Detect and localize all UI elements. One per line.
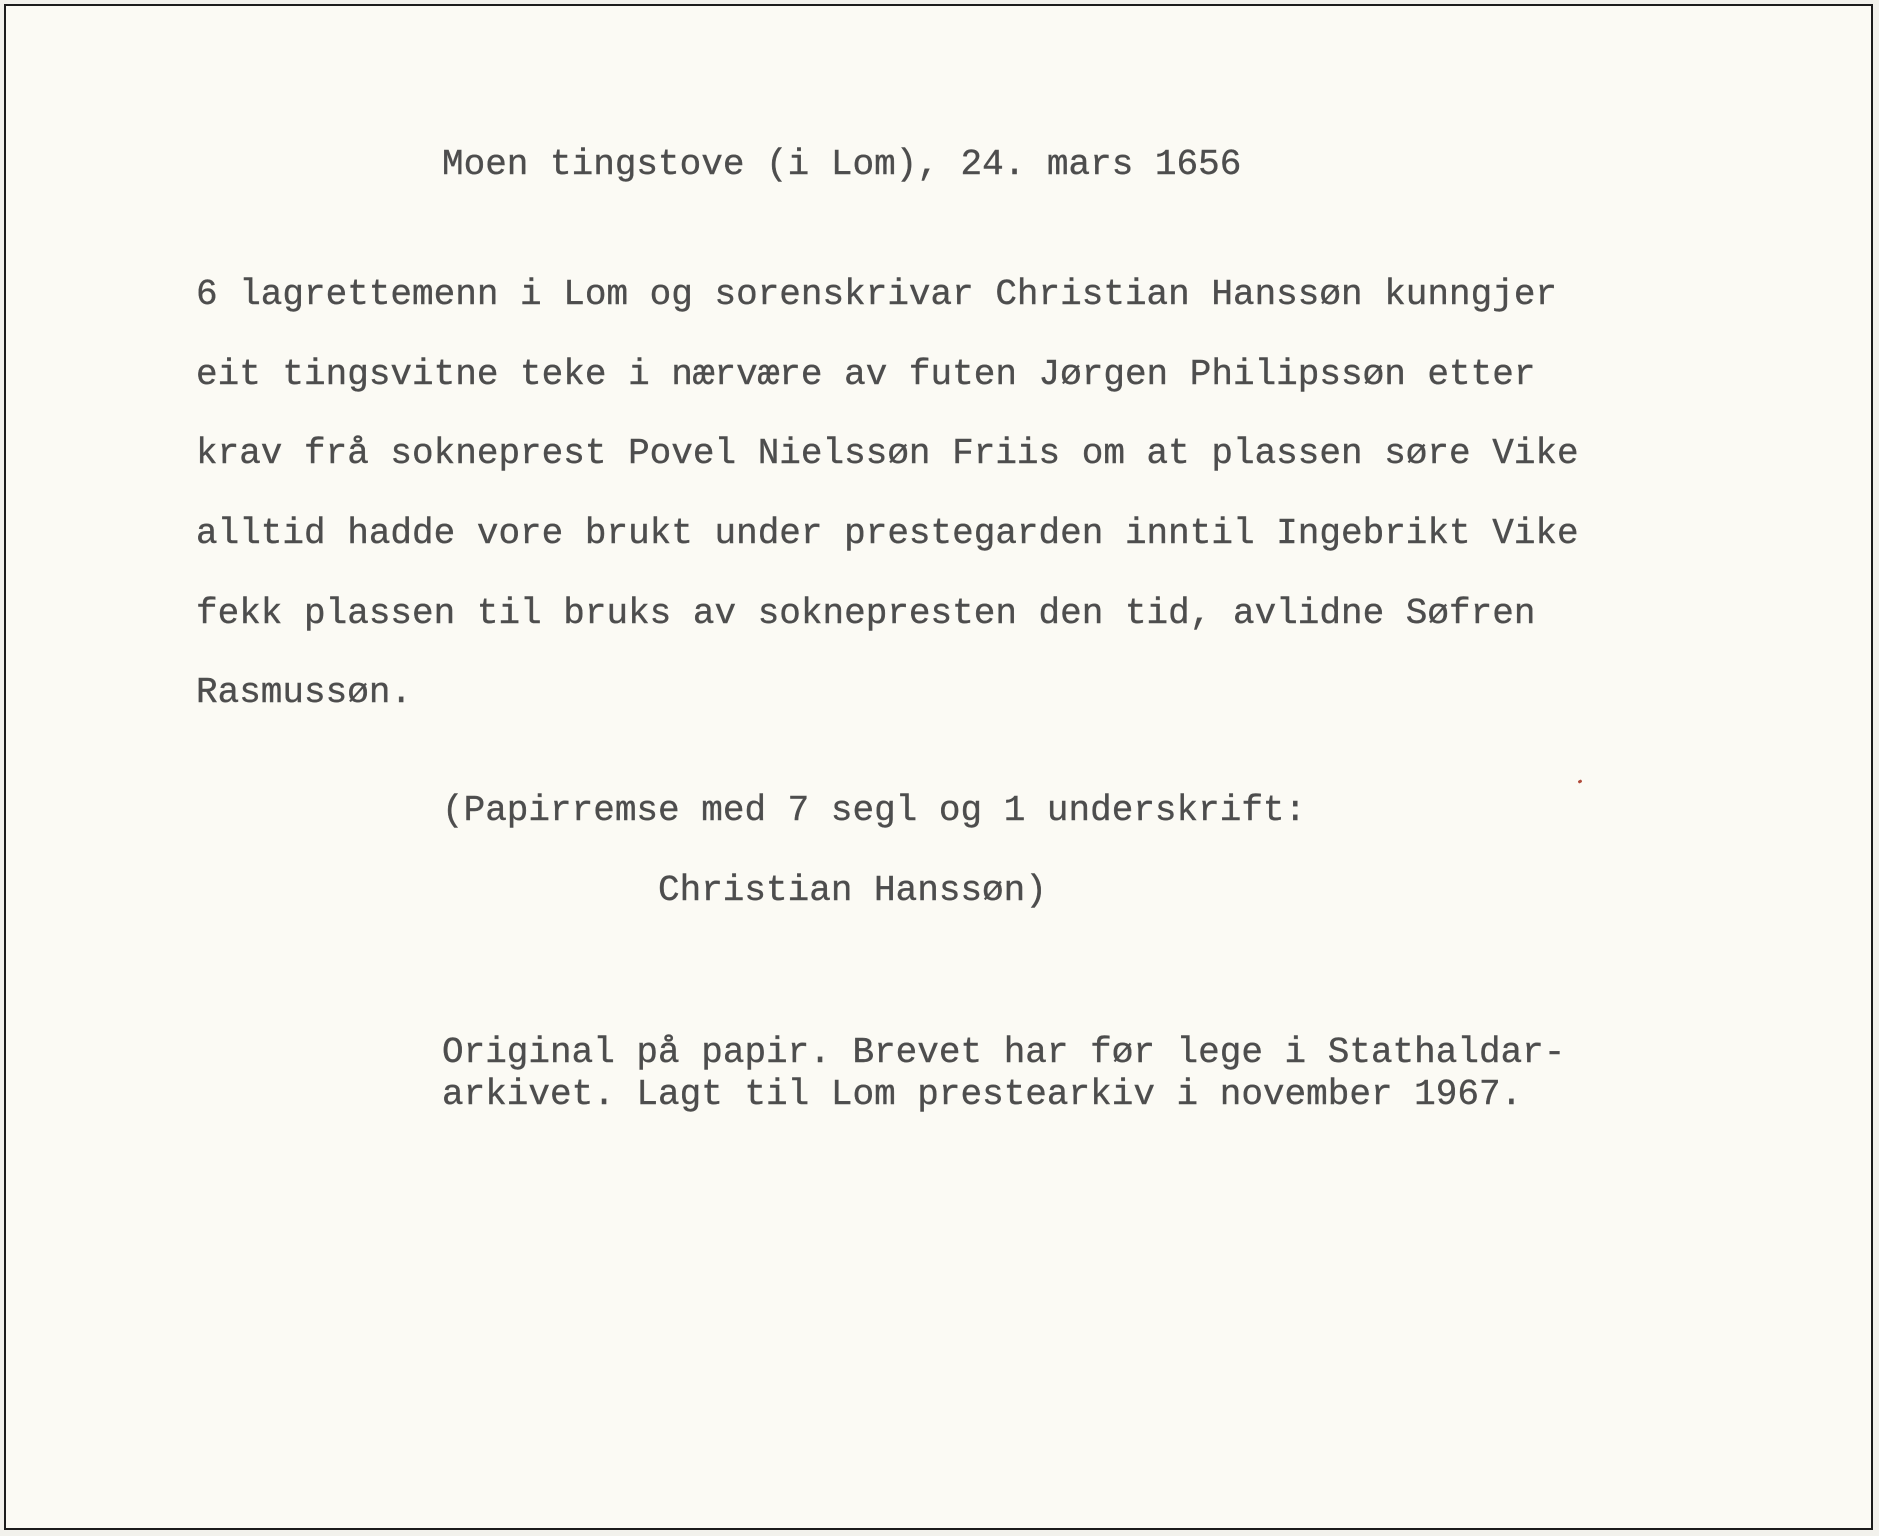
body-line: eit tingsvitne teke i nærvære av futen Jørgen Philipssøn etter: [196, 354, 1536, 395]
footer-line: Original på papir. Brevet har før lege i Stathaldar-: [442, 1032, 1566, 1073]
ink-speck: [1578, 779, 1583, 784]
body-line: alltid hadde vore brukt under prestegarden inntil Ingebrikt Vike: [196, 513, 1579, 554]
body-line: krav frå sokneprest Povel Nielssøn Friis om at plassen søre Vike: [196, 433, 1579, 474]
document-heading: Moen tingstove (i Lom), 24. mars 1656: [442, 144, 1242, 185]
seal-note-line: (Papirremse med 7 segl og 1 underskrift:: [442, 790, 1307, 831]
signature-line: Christian Hanssøn): [658, 870, 1047, 911]
body-line: 6 lagrettemenn i Lom og sorenskrivar Christian Hanssøn kunngjer: [196, 274, 1558, 315]
footer-line: arkivet. Lagt til Lom prestearkiv i november 1967.: [442, 1074, 1523, 1115]
body-line: fekk plassen til bruks av soknepresten den tid, avlidne Søfren: [196, 593, 1536, 634]
archive-index-card: [4, 4, 1873, 1530]
body-line: Rasmussøn.: [196, 672, 413, 713]
